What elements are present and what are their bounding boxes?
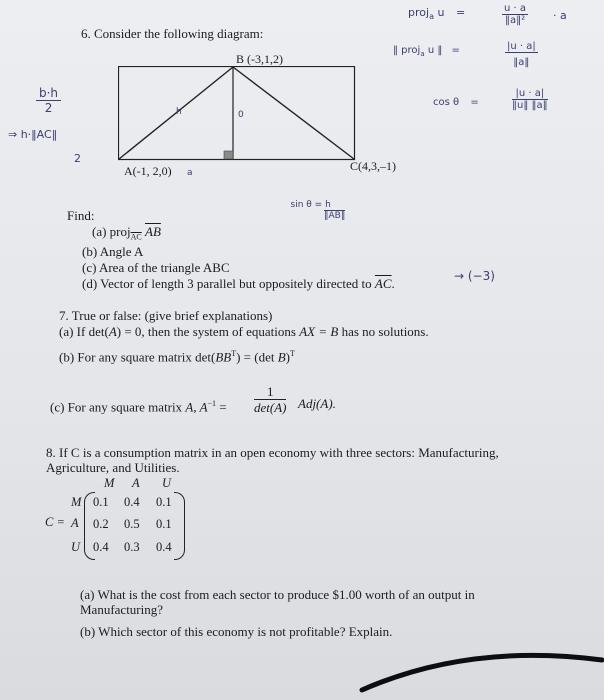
neg3-note: → (−3) [454, 269, 495, 283]
cos-formula [433, 97, 479, 108]
proj-den: ‖a‖² [504, 15, 526, 26]
matrix-cell: 0.4 [93, 540, 109, 554]
norm-fraction [505, 41, 538, 68]
matrix-cell: 0.1 [93, 495, 109, 509]
matrix-cell: 0.5 [124, 517, 140, 531]
q7-part-a-mid: ) = 0, then the system of equations [116, 324, 296, 339]
matrix-row-label-a: A [71, 516, 79, 530]
bh-num: b·h [36, 86, 61, 101]
q7-title: 7. True or false: (give brief explanations) [59, 308, 273, 323]
proj-dot: · a [553, 9, 567, 22]
norm-eq: = [451, 45, 460, 56]
vertex-b-label: B (-3,1,2) [236, 52, 283, 66]
matrix-row-label-m: M [71, 495, 82, 509]
side-bc [233, 67, 354, 159]
matrix-cell: 0.2 [93, 517, 109, 531]
proj-sub: a [429, 12, 434, 22]
cos-num: |u · a| [512, 88, 548, 100]
matrix-col-header-u: U [162, 476, 172, 490]
matrix-right-bracket [174, 492, 185, 560]
cos-eq: = [470, 97, 479, 108]
q7-part-c-den: det(A) [254, 400, 287, 415]
matrix-cell: 0.4 [156, 540, 172, 554]
bottom-cable-shape [340, 640, 604, 700]
q6-part-d-prefix: (d) Vector of length 3 parallel but oppositely directed to [82, 276, 372, 291]
proj-label: proj [408, 6, 430, 19]
q7-part-b [59, 346, 295, 364]
sin-den: ‖AB‖ [324, 211, 346, 221]
norm-label: ‖ proj [393, 45, 421, 56]
right-angle-mark [224, 151, 233, 159]
q8-part-a-line1: (a) What is the cost from each sector to produce $1.00 worth of an output in [80, 587, 475, 602]
norm-vec: u ‖ [427, 45, 443, 56]
q7-part-c-adj: Adj(A). [298, 396, 336, 411]
q7-part-c-fraction [254, 384, 286, 415]
proj-formula [408, 6, 465, 21]
matrix-cell: 0.3 [124, 540, 140, 554]
q6-title: 6. Consider the following diagram: [81, 26, 264, 41]
q7-part-c [50, 396, 227, 414]
q7-part-a-suffix: has no solutions. [341, 324, 429, 339]
q6-part-a-vec: $\overline{AB}$ [145, 224, 161, 239]
proj-num: u · a [504, 3, 527, 14]
q7-part-c-prefix: (c) For any square matrix [50, 399, 183, 415]
q6-part-a-sub: AC [130, 232, 142, 242]
q6-part-a-prefix: (a) proj [92, 224, 131, 239]
q6-part-d-vec: $\overline{AC}$ [374, 276, 392, 291]
q7-part-b-math: BB [215, 349, 232, 365]
arrow-den: 2 [74, 152, 81, 165]
q7-part-b-prefix: (b) For any square matrix det( [59, 349, 216, 365]
cos-fraction [512, 88, 548, 111]
matrix-cell: 0.1 [156, 517, 172, 531]
matrix-col-header-m: M [104, 476, 115, 490]
h-mark: h [176, 107, 182, 117]
q6-find-label: Find: [67, 208, 95, 223]
q8-line1: 8. If C is a consumption matrix in an open economy with three sectors: Manufacturing, [46, 445, 499, 460]
q7-part-a-math1: A [108, 324, 117, 339]
q7-part-b-sup: T [231, 349, 237, 358]
bh-fraction [36, 86, 61, 115]
q7-part-c-eq: = [219, 399, 227, 415]
vertex-c-label: C(4,3,–1) [350, 159, 396, 173]
diagram-frame [119, 67, 355, 160]
matrix-row-label-u: U [71, 540, 81, 554]
arrow-expr [8, 128, 57, 141]
proj-eq: = [455, 6, 466, 19]
proj-fraction [502, 3, 528, 26]
q6-part-c: (c) Area of the triangle ABC [82, 260, 230, 275]
q7-part-b-close: ) [285, 349, 291, 365]
matrix-cell: 0.1 [156, 495, 172, 509]
q7-part-c-math: A, A [185, 399, 208, 415]
q7-part-b-mid: ) = (det [236, 349, 275, 365]
q8-part-a-line2: Manufacturing? [80, 602, 164, 617]
sin-num: sin θ = h [290, 200, 331, 210]
matrix-label [45, 515, 65, 530]
matrix-label-text: C = [45, 515, 65, 529]
norm-den: ‖a‖ [513, 57, 530, 68]
q8-line2: Agriculture, and Utilities. [46, 460, 180, 475]
q6-part-d-suffix: . [391, 276, 395, 291]
matrix-cell: 0.4 [124, 495, 140, 509]
arrow-expr-text: ⇒ h·‖AC‖ [8, 128, 58, 141]
cos-label: cos θ [433, 97, 460, 108]
q6-part-b: (b) Angle A [82, 244, 144, 259]
q7-part-c-num: 1 [254, 384, 286, 400]
cos-den: ‖u‖ ‖a‖ [512, 100, 548, 111]
q7-part-b-math2: B [277, 349, 286, 365]
q7-part-a [59, 324, 429, 339]
q7-part-b-sup2: T [290, 349, 295, 358]
q7-part-a-prefix: (a) If det( [59, 324, 109, 339]
bh-den: 2 [44, 101, 53, 115]
proj-vec: u [437, 6, 445, 19]
q7-part-a-math2: AX = B [299, 324, 339, 339]
norm-formula [393, 45, 460, 58]
q7-part-c-sup: −1 [207, 399, 217, 408]
norm-num: |u · a| [507, 41, 536, 52]
sin-fraction [276, 200, 345, 221]
q6-part-a [92, 224, 161, 245]
norm-sub: a [420, 50, 425, 58]
matrix-col-header-a: A [132, 476, 140, 490]
zero-mark: 0 [238, 110, 244, 120]
vertex-a-label: A(-1, 2,0) [124, 164, 172, 178]
q6-part-d [82, 276, 395, 291]
q8-part-b: (b) Which sector of this economy is not profitable? Explain. [80, 624, 393, 639]
a-mark: a [187, 168, 193, 178]
